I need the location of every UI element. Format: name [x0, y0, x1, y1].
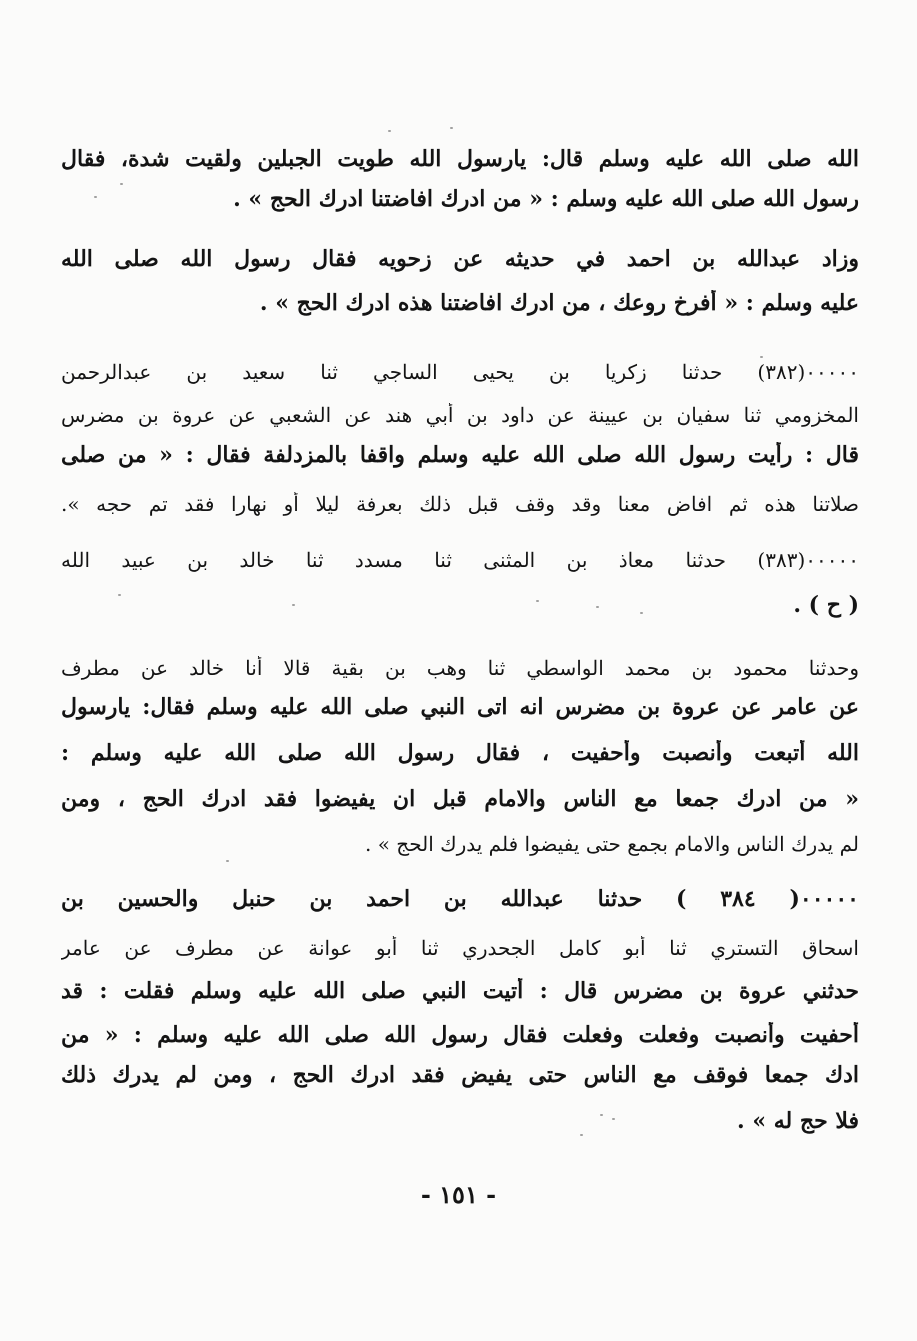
- text-line: فلا حج له » .: [737, 1108, 859, 1134]
- text-line: الله أتبعت وأنصبت وأحفيت ، فقال رسول الله صلى الله عليه وسلم :: [61, 740, 859, 766]
- text-line: ادك جمعا فوقف مع الناس حتى يفيض فقد ادرك الحج ، ومن لم يدرك ذلك: [61, 1062, 859, 1088]
- text-line: الله صلى الله عليه وسلم قال: يارسول الله طويت الجبلين ولقيت شدة، فقال: [61, 146, 859, 172]
- hadith-383-heading: ٠٠٠٠٠(٣٨٣) حدثنا معاذ بن المثنى ثنا مسدد ثنا خالد بن عبيد الله: [61, 548, 859, 572]
- text-line: وحدثنا محمود بن محمد الواسطي ثنا وهب بن بقية قالا أنا خالد عن مطرف: [61, 656, 859, 680]
- text-line: صلاتنا هذه ثم افاض معنا وقد وقف قبل ذلك بعرفة ليلا أو نهارا فقد تم حجه ».: [61, 492, 859, 516]
- hadith-384-heading: ٠٠٠٠٠( ٣٨٤ ) حدثنا عبدالله بن احمد بن حنبل والحسين بن: [61, 886, 859, 912]
- text-line: أحفيت وأنصبت وفعلت وفعلت فقال رسول الله صلى الله عليه وسلم : « من: [61, 1022, 859, 1048]
- text-line: لم يدرك الناس والامام بجمع حتى يفيضوا فلم يدرك الحج » .: [364, 832, 859, 856]
- hadith-382-heading: ٠٠٠٠٠(٣٨٢) حدثنا زكريا بن يحيى الساجي ثنا سعيد بن عبدالرحمن: [61, 360, 859, 384]
- text-line: وزاد عبدالله بن احمد في حديثه عن زحويه فقال رسول الله صلى الله: [61, 246, 859, 272]
- text-line: عليه وسلم : « أفرخ روعك ، من ادرك افاضتنا هذه ادرك الحج » .: [259, 290, 859, 316]
- text-line: ( ح ) .: [793, 592, 859, 618]
- text-line: اسحاق التستري ثنا أبو كامل الجحدري ثنا أبو عوانة عن مطرف عن عامر: [61, 936, 859, 960]
- text-line: « من ادرك جمعا مع الناس والامام قبل ان يفيضوا فقد ادرك الحج ، ومن: [61, 786, 859, 812]
- text-line: حدثني عروة بن مضرس قال : أتيت النبي صلى الله عليه وسلم فقلت : قد: [61, 978, 859, 1004]
- text-line: عن عامر عن عروة بن مضرس انه اتى النبي صلى الله عليه وسلم فقال: يارسول: [61, 694, 859, 720]
- page-number: - ١٥١ -: [420, 1180, 497, 1209]
- text-line: رسول الله صلى الله عليه وسلم : « من ادرك افاضتنا ادرك الحج » .: [233, 186, 859, 212]
- text-line: المخزومي ثنا سفيان بن عيينة عن داود بن أبي هند عن الشعبي عن عروة بن مضرس: [61, 403, 859, 427]
- text-line: قال : رأيت رسول الله صلى الله عليه وسلم واقفا بالمزدلفة فقال : « من صلى: [61, 442, 859, 468]
